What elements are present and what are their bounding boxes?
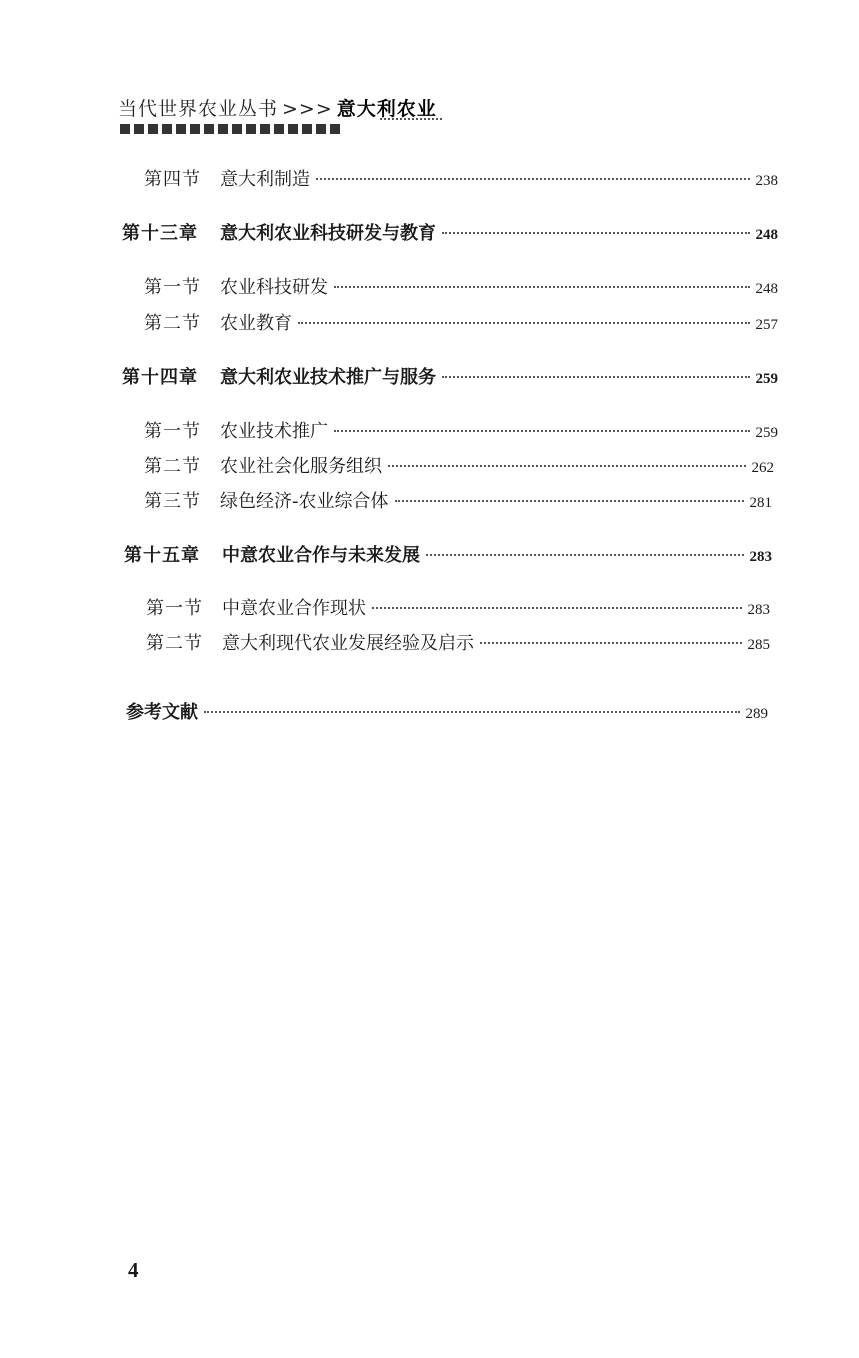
toc-label: 第十三章 bbox=[122, 223, 198, 244]
toc-page: 259 bbox=[755, 371, 778, 387]
toc-label: 第一节 bbox=[144, 277, 201, 298]
toc-label: 第二节 bbox=[144, 313, 201, 334]
header-square bbox=[162, 124, 172, 134]
toc-entry[interactable] bbox=[144, 165, 778, 189]
header-square bbox=[190, 124, 200, 134]
toc-label: 第三节 bbox=[144, 491, 201, 512]
toc-entry[interactable] bbox=[122, 363, 778, 387]
toc-entry[interactable] bbox=[146, 594, 770, 618]
toc-leader bbox=[442, 232, 750, 234]
toc-leader bbox=[334, 430, 750, 432]
toc-title: 意大利制造 bbox=[220, 169, 310, 190]
toc-entry[interactable] bbox=[146, 629, 770, 653]
header-square bbox=[218, 124, 228, 134]
toc-entry-references[interactable] bbox=[126, 698, 768, 722]
toc-leader bbox=[372, 607, 742, 609]
toc-title: 中意农业合作现状 bbox=[222, 598, 366, 619]
toc-entry[interactable] bbox=[144, 417, 778, 441]
header-square bbox=[260, 124, 270, 134]
toc-title: 农业教育 bbox=[220, 313, 292, 334]
header-square bbox=[316, 124, 326, 134]
header-square bbox=[330, 124, 340, 134]
header-square bbox=[274, 124, 284, 134]
toc-entry[interactable] bbox=[144, 309, 778, 333]
toc-page: 248 bbox=[755, 281, 778, 297]
toc-label: 第四节 bbox=[144, 169, 201, 190]
toc-label: 第十五章 bbox=[124, 545, 200, 566]
toc-label: 第一节 bbox=[144, 421, 201, 442]
running-header bbox=[118, 94, 437, 121]
toc-page: 238 bbox=[755, 173, 778, 189]
toc-page: 281 bbox=[749, 495, 772, 511]
toc-page: 259 bbox=[755, 425, 778, 441]
toc-page: 283 bbox=[747, 602, 770, 618]
toc-leader bbox=[204, 711, 740, 713]
toc-title: 农业社会化服务组织 bbox=[220, 456, 382, 477]
toc-title: 农业技术推广 bbox=[220, 421, 328, 442]
header-square bbox=[134, 124, 144, 134]
toc-entry[interactable] bbox=[122, 219, 778, 243]
header-square bbox=[288, 124, 298, 134]
toc-leader bbox=[316, 178, 750, 180]
series-name: 当代世界农业丛书 bbox=[118, 98, 279, 120]
book-title: 意大利农业 bbox=[336, 98, 437, 120]
toc-title: 意大利现代农业发展经验及启示 bbox=[222, 633, 474, 654]
toc-title: 意大利农业技术推广与服务 bbox=[220, 367, 436, 388]
toc-entry[interactable] bbox=[124, 541, 772, 565]
header-dotted-rule bbox=[380, 118, 442, 120]
toc-entry[interactable] bbox=[144, 487, 772, 511]
toc-page: 289 bbox=[745, 706, 768, 722]
toc-page: 262 bbox=[751, 460, 774, 476]
header-square bbox=[204, 124, 214, 134]
toc-leader bbox=[395, 500, 744, 502]
toc-page: 283 bbox=[749, 549, 772, 565]
toc-entry[interactable] bbox=[144, 452, 774, 476]
header-square bbox=[232, 124, 242, 134]
toc-label: 第一节 bbox=[146, 598, 203, 619]
toc-leader bbox=[480, 642, 742, 644]
page-number: 4 bbox=[128, 1258, 139, 1282]
toc-page: 285 bbox=[747, 637, 770, 653]
header-square bbox=[148, 124, 158, 134]
toc-title: 绿色经济-农业综合体 bbox=[220, 491, 389, 512]
toc-title: 意大利农业科技研发与教育 bbox=[220, 223, 436, 244]
toc-leader bbox=[442, 376, 750, 378]
toc-title: 中意农业合作与未来发展 bbox=[222, 545, 420, 566]
toc-page: 257 bbox=[755, 317, 778, 333]
header-square-bar bbox=[120, 124, 340, 134]
header-square bbox=[246, 124, 256, 134]
toc-leader bbox=[334, 286, 750, 288]
toc-title: 农业科技研发 bbox=[220, 277, 328, 298]
header-square bbox=[120, 124, 130, 134]
header-square bbox=[176, 124, 186, 134]
header-square bbox=[302, 124, 312, 134]
toc-leader bbox=[298, 322, 750, 324]
toc-leader bbox=[388, 465, 746, 467]
toc-label: 第十四章 bbox=[122, 367, 198, 388]
toc-title: 参考文献 bbox=[126, 702, 198, 723]
toc-entry[interactable] bbox=[144, 273, 778, 297]
toc-page: 248 bbox=[755, 227, 778, 243]
toc-label: 第二节 bbox=[146, 633, 203, 654]
toc-leader bbox=[426, 554, 744, 556]
header-separator: >>> bbox=[282, 98, 333, 120]
toc-label: 第二节 bbox=[144, 456, 201, 477]
